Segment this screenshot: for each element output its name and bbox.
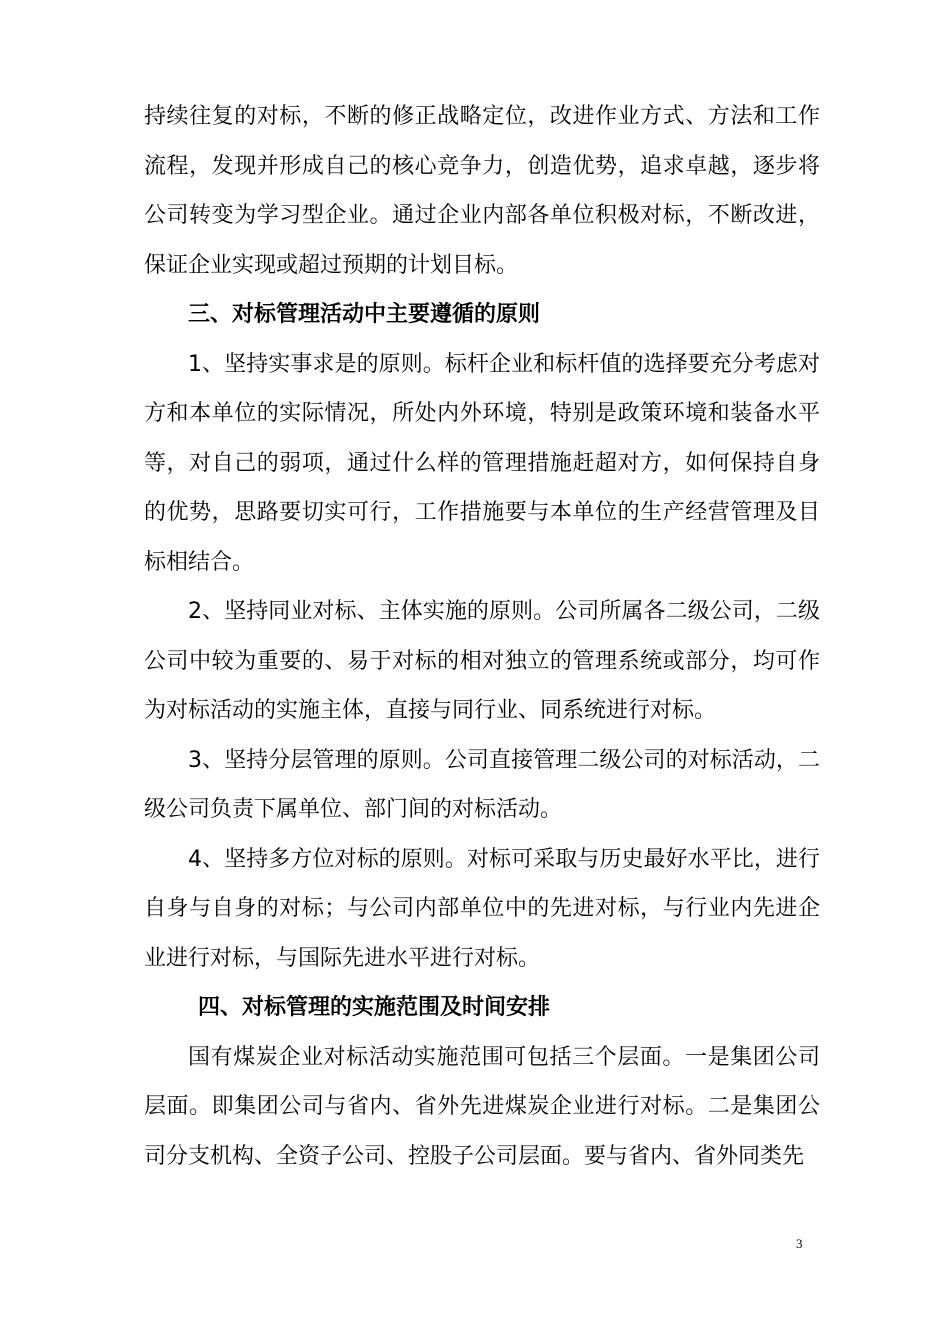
paragraph-continuation: 持续往复的对标，不断的修正战略定位，改进作业方式、方法和工作流程，发现并形成自己的核心竞争力，创造优势，追求卓越，逐步将公司转变为学习型企业。通过企业内部各单位积极对标，不断改进，保证企业实现或超过预期的计划目标。 [144, 104, 820, 278]
scope-paragraph: 国有煤炭企业对标活动实施范围可包括三个层面。一是集团公司层面。即集团公司与省内、省外先进煤炭企业进行对标。二是集团公司分支机构、全资子公司、控股子公司层面。要与省内、省外同类先 [144, 1044, 820, 1169]
principle-paragraph-1: 1、坚持实事求是的原则。标杆企业和标杆值的选择要充分考虑对方和本单位的实际情况，所处内外环境，特别是政策环境和装备水平等，对自己的弱项，通过什么样的管理措施赶超对方，如何保持自身的优势，思路要切实可行，工作措施要与本单位的生产经营管理及目标相结合。 [144, 351, 820, 575]
page-number: 3 [796, 1236, 803, 1251]
document-body [144, 92, 820, 1181]
section-heading-3: 三、对标管理活动中主要遵循的原则 [188, 302, 541, 327]
section-heading-4: 四、对标管理的实施范围及时间安排 [198, 995, 551, 1020]
principle-paragraph-4: 4、坚持多方位对标的原则。对标可采取与历史最好水平比，进行自身与自身的对标；与公司内部单位中的先进对标，与行业内先进企业进行对标，与国际先进水平进行对标。 [144, 846, 820, 971]
principle-paragraph-2: 2、坚持同业对标、主体实施的原则。公司所属各二级公司，二级公司中较为重要的、易于对标的相对独立的管理系统或部分，均可作为对标活动的实施主体，直接与同行业、同系统进行对标。 [144, 599, 820, 723]
principle-paragraph-3: 3、坚持分层管理的原则。公司直接管理二级公司的对标活动，二级公司负责下属单位、部门间的对标活动。 [144, 747, 820, 822]
